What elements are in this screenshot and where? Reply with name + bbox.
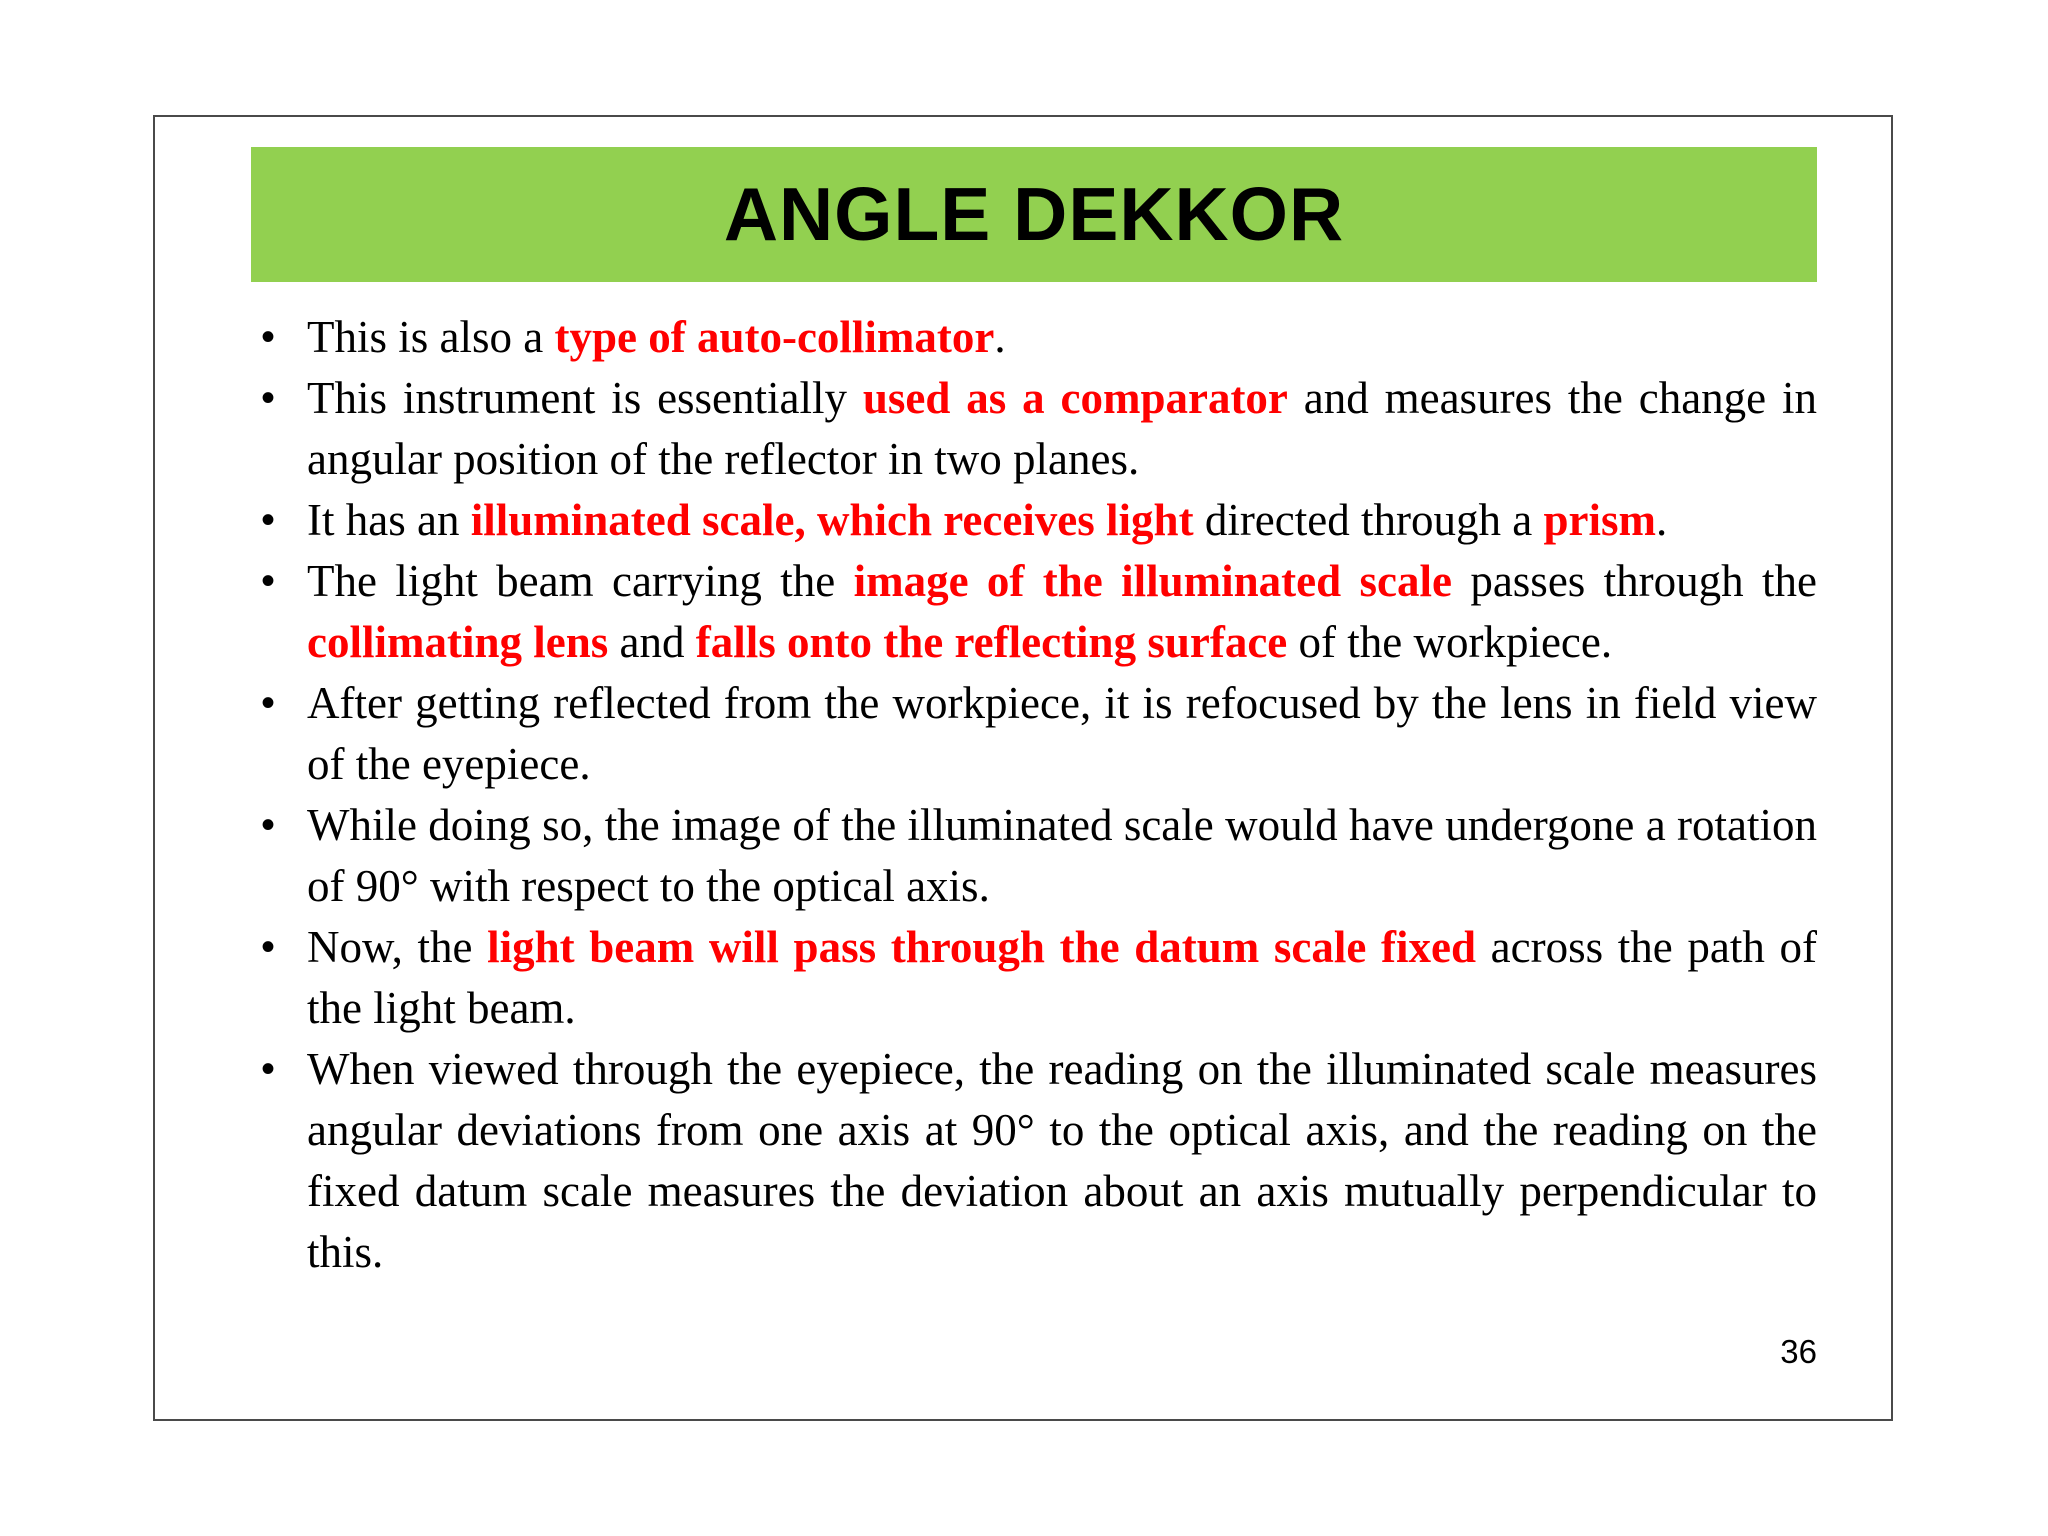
body-text: It has an [307,495,471,545]
bullet-dot-icon: • [260,925,275,969]
bullet-dot-icon: • [260,681,275,725]
highlighted-text: falls onto the reflecting surface [695,617,1288,667]
highlighted-text: type of auto-collimator [554,312,995,362]
bullet-item [251,368,1817,490]
slide-frame [153,115,1893,1421]
bullet-dot-icon: • [260,1047,275,1091]
body-text: and [608,617,696,667]
highlighted-text: used as a comparator [862,373,1288,423]
body-text: passes through the [1451,556,1817,606]
bullet-dot-icon: • [260,498,275,542]
bullet-item [251,307,1817,368]
bullet-item [251,1039,1817,1283]
body-text: . [1655,495,1668,545]
body-text: When viewed through the eyepiece, the reading on the illuminated scale measures angular deviations from one axis at 90° to the optical axis, and the reading on the fixed datum scale measures the deviation about an axis mutually perpendicular to this. [307,1044,1817,1277]
highlighted-text: light beam will pass through the datum scale fixed [487,922,1476,972]
bullet-item [251,673,1817,795]
body-text: This is also a [307,312,555,362]
highlighted-text: illuminated scale, which receives light [470,495,1194,545]
body-text: Now, the [307,922,488,972]
page-number: 36 [1780,1333,1817,1370]
body-text: directed through a [1193,495,1544,545]
highlighted-text: collimating lens [307,617,609,667]
body-text: This instrument is essentially [307,373,863,423]
body-text: The light beam carrying the [307,556,854,606]
bullet-list [251,307,1817,1283]
highlighted-text: image of the illuminated scale [853,556,1452,606]
body-text: and measures the change in angular position of the reflector in two planes. [307,373,1818,484]
bullet-dot-icon: • [260,559,275,603]
body-text: While doing so, the image of the illuminated scale would have undergone a rotation of 90° with respect to the optical axis. [307,800,1817,911]
title-bar [251,147,1817,282]
body-text: . [994,312,1006,362]
bullet-dot-icon: • [260,803,275,847]
bullet-item [251,795,1817,917]
slide-title: ANGLE DEKKOR [723,172,1345,256]
bullet-dot-icon: • [260,315,275,359]
bullet-item [251,551,1817,673]
body-text: of the workpiece. [1287,617,1613,667]
body-text: across the path of the light beam. [307,922,1817,1033]
bullet-dot-icon: • [260,376,275,420]
highlighted-text: prism [1543,495,1656,545]
bullet-item [251,917,1817,1039]
body-text: After getting reflected from the workpiece, it is refocused by the lens in field view of the eyepiece. [307,678,1817,789]
bullet-item [251,490,1817,551]
